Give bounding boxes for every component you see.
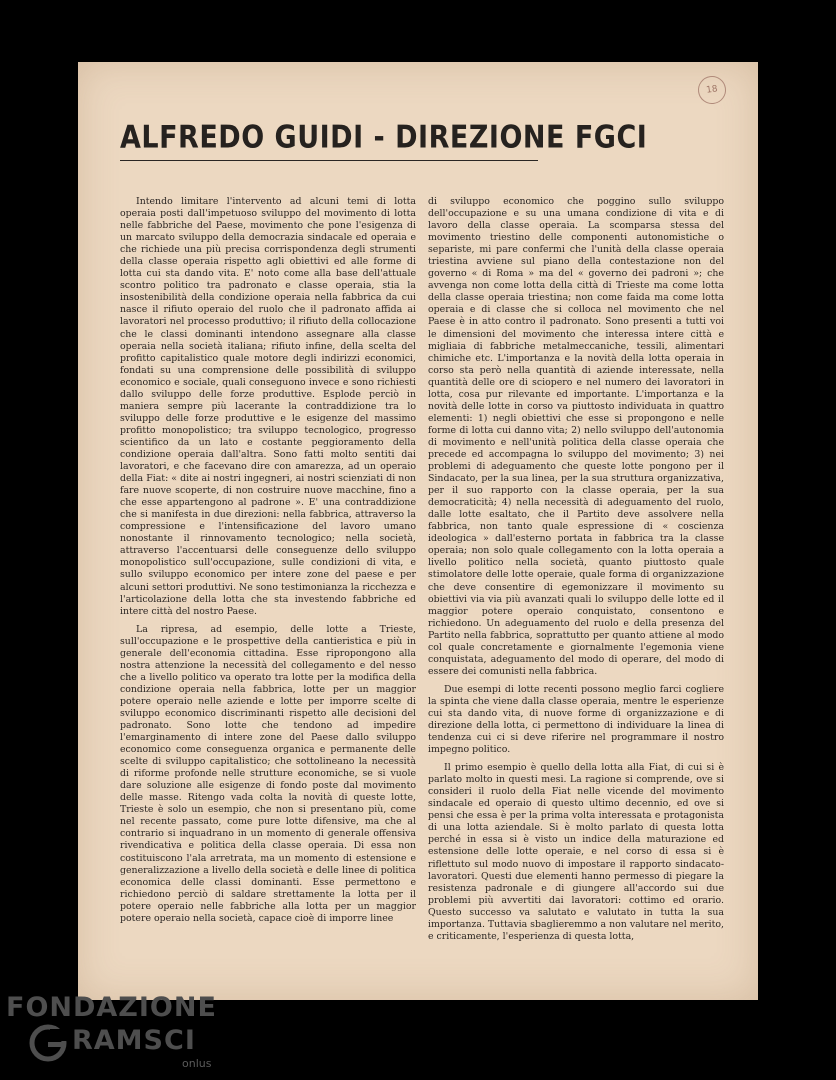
paragraph: Due esempi di lotte recenti possono meglio farci cogliere la spinta che viene dalla classe operaia, mentre le esperienze cui sta dando vita, di nuove forme di organizzazione e di direzione della lotta, ci permettono di individuare la linea di tendenza cui ci si deve riferire nel programmare il nostro impegno politico. (428, 683, 724, 756)
gramsci-logo-icon (28, 1023, 68, 1063)
page-number-stamp: 18 (696, 74, 728, 106)
paragraph: Intendo limitare l'intervento ad alcuni temi di lotta operaia posti dall'impetuoso sviluppo del movimento di lotta nelle fabbriche del Paese, movimento che pone l'esigenza di un marcato sviluppo della democrazia sindacale ed operaia e che richiede una più precisa corrispondenza degli strumenti della classe operaia rispetto agli obiettivi ed alle forme di lotta cui sta dando vita. E' noto come alla base dell'attuale scontro politico tra padronato e classe operaia, stia la insostenibilità della condizione operaia nella fabbrica da cui nasce il rifiuto operaio del ruolo che il padronato affida ai lavoratori nel processo produttivo; il rifiuto della collocazione che le classi dominanti intendono assegnare alla classe operaia nella società italiana; rifiuto infine, della scelta del profitto capitalistico quale motore degli indirizzi economici, fondati su una comprensione delle possibilità di sviluppo economico e sociale, quali conseguono invece e sono richiesti dallo sviluppo delle forze produttive. Esplode perciò in maniera sempre più lacerante la contraddizione tra lo sviluppo delle forze produttive e le esigenze del massimo profitto monopolistico; tra sviluppo tecnologico, progresso scientifico da un lato e costante peggioramento della condizione operaia dall'altra. Sono fatti molto sentiti dai lavoratori, e che facevano dire con amarezza, ad un operaio della Fiat: « dite ai nostri ingegneri, ai nostri scienziati di non fare nuove scoperte, di non costruire nuove macchine, fino a che esse appartengono al padrone ». E' una contraddizione che si manifesta in due direzioni: nella fabbrica, attraverso la compressione e l'intensificazione del lavoro umano nonostante il rinnovamento tecnologico; nella società, attraverso l'accentuarsi delle conseguenze dello sviluppo monopolistico sull'occupazione, sulle condizioni di vita, e sullo sviluppo economico per intere zone del paese e per alcuni settori produttivi. Ne sono testimonianza la ricchezza e l'articolazione della lotta che sta investendo fabbriche ed intere città del nostro Paese. (120, 196, 416, 617)
title-underline (120, 160, 538, 161)
watermark-line-2: RAMSCI (72, 1025, 196, 1056)
document-page (78, 62, 758, 1000)
left-column (120, 196, 416, 996)
fondazione-gramsci-watermark (6, 992, 217, 1073)
watermark-line-1: FONDAZIONE (6, 992, 217, 1023)
paragraph: Il primo esempio è quello della lotta alla Fiat, di cui si è parlato molto in questi mesi. La ragione si comprende, ove si consideri il ruolo della Fiat nelle vicende del movimento sindacale ed operaio di questo ultimo decennio, ed ove si pensi che essa è per la prima volta interessata e protagonista di una lotta aziendale. Si è molto parlato di questa lotta perché in essa si è visto un indice della maturazione ed estensione delle lotte operaie, e nel corso di essa si è riflettuto sul modo nuovo di impostare il rapporto sindacato-lavoratori. Questi due elementi hanno permesso di piegare la resistenza padronale e di giungere all'accordo sui due problemi più avvertiti dai lavoratori: cottimo ed orario. Questo successo va salutato e valutato in tutta la sua importanza. Tuttavia sbaglieremmo a non valutare nel merito, e criticamente, l'esperienza di questa lotta, (428, 762, 724, 942)
paragraph: di sviluppo economico che poggino sullo sviluppo dell'occupazione e su una umana condizione di vita e di lavoro della classe operaia. La scomparsa stessa del movimento triestino delle componenti autonomistiche o separiste, mi pare confermi che l'unità della classe operaia triestina avviene sul piano della contestazione non del governo « di Roma » ma del « governo dei padroni »; che avvenga non come lotta della città di Trieste ma come lotta della classe operaia triestina; non come faida ma come lotta operaia e di classe che si colloca nel movimento che nel Paese è in atto contro il padronato. Sono presenti a tutti voi le dimensioni del movimento che interessa intere città e migliaia di fabbriche metalmeccaniche, tessili, alimentari chimiche etc. L'importanza e la novità della lotta operaia in corso sta però nella quantità di aziende interessate, nella quantità delle ore di sciopero e nel numero dei lavoratori in lotta, cosa pur rilevante ed importante. L'importanza e la novità delle lotte in corso va piuttosto individuata in quattro elementi: 1) negli obiettivi che esse si propongono e nelle forme di lotta cui danno vita; 2) nello sviluppo dell'autonomia di movimento e nell'unità politica della classe operaia che precede ed accompagna lo sviluppo del movimento; 3) nei problemi di adeguamento che queste lotte pongono per il Sindacato, per la sua linea, per la sua struttura organizzativa, per il suo rapporto con la classe operaia, per la sua democraticità; 4) nella necessità di adeguamento del ruolo, dalle lotte esaltato, che il Partito deve assolvere nella fabbrica, non tanto quale espressione di « coscienza ideologica » dall'esterno portata in fabbrica tra la classe operaia; non solo quale collegamento con la lotta operaia a livello politico nella società, quanto piuttosto quale stimolatore delle lotte operaie, quale forma di organizzazione che deve consentire di egemonizzare il movimento su obiettivi via via più avanzati quali lo sviluppo delle lotte ed il maggior potere operaio conquistato, consentono e richiedono. Un adeguamento del ruolo e della presenza del Partito nella fabbrica, soprattutto per quanto attiene al modo col quale concretamente e giornalmente l'egemonia viene conquistata, adeguamento del modo di operare, del modo di essere dei comunisti nella fabbrica. (428, 196, 724, 677)
paragraph: La ripresa, ad esempio, delle lotte a Trieste, sull'occupazione e le prospettive della cantieristica e più in generale dell'economia cittadina. Esse ripropongono alla nostra attenzione la necessità del collegamento e del nesso che a livello politico va operato tra lotte per la modifica della condizione operaia nella fabbrica, lotte per un maggior potere operaio nelle aziende e lotte per imporre scelte di sviluppo economico discriminanti rispetto alle decisioni del padronato. Sono lotte che tendono ad impedire l'emarginamento di intere zone del Paese dallo sviluppo economico come conseguenza organica e permanente delle scelte di sviluppo capitalistico; che sottolineano la necessità di riforme profonde nelle strutture economiche, se si vuole dare soluzione alle esigenze di fondo poste dal movimento delle masse. Ritengo vada colta la novità di queste lotte, Trieste è solo un esempio, che non si presentano più, come nel recente passato, come pure lotte difensive, ma che al contrario si inquadrano in un momento di generale offensiva rivendicativa e politica della classe operaia. Di essa non costituiscono l'ala arretrata, ma un momento di estensione e generalizzazione a livello della società e delle linee di politica economica delle classi dominanti. Esse permettono e richiedono perciò di saldare strettamente la lotta per il potere operaio nelle fabbriche alla lotta per un maggior potere operaio nella società, capace cioè di imporre linee (120, 623, 416, 924)
page-title: ALFREDO GUIDI - DIREZIONE FGCI (120, 120, 648, 156)
right-column (428, 196, 724, 996)
watermark-line-3: onlus (182, 1057, 212, 1070)
